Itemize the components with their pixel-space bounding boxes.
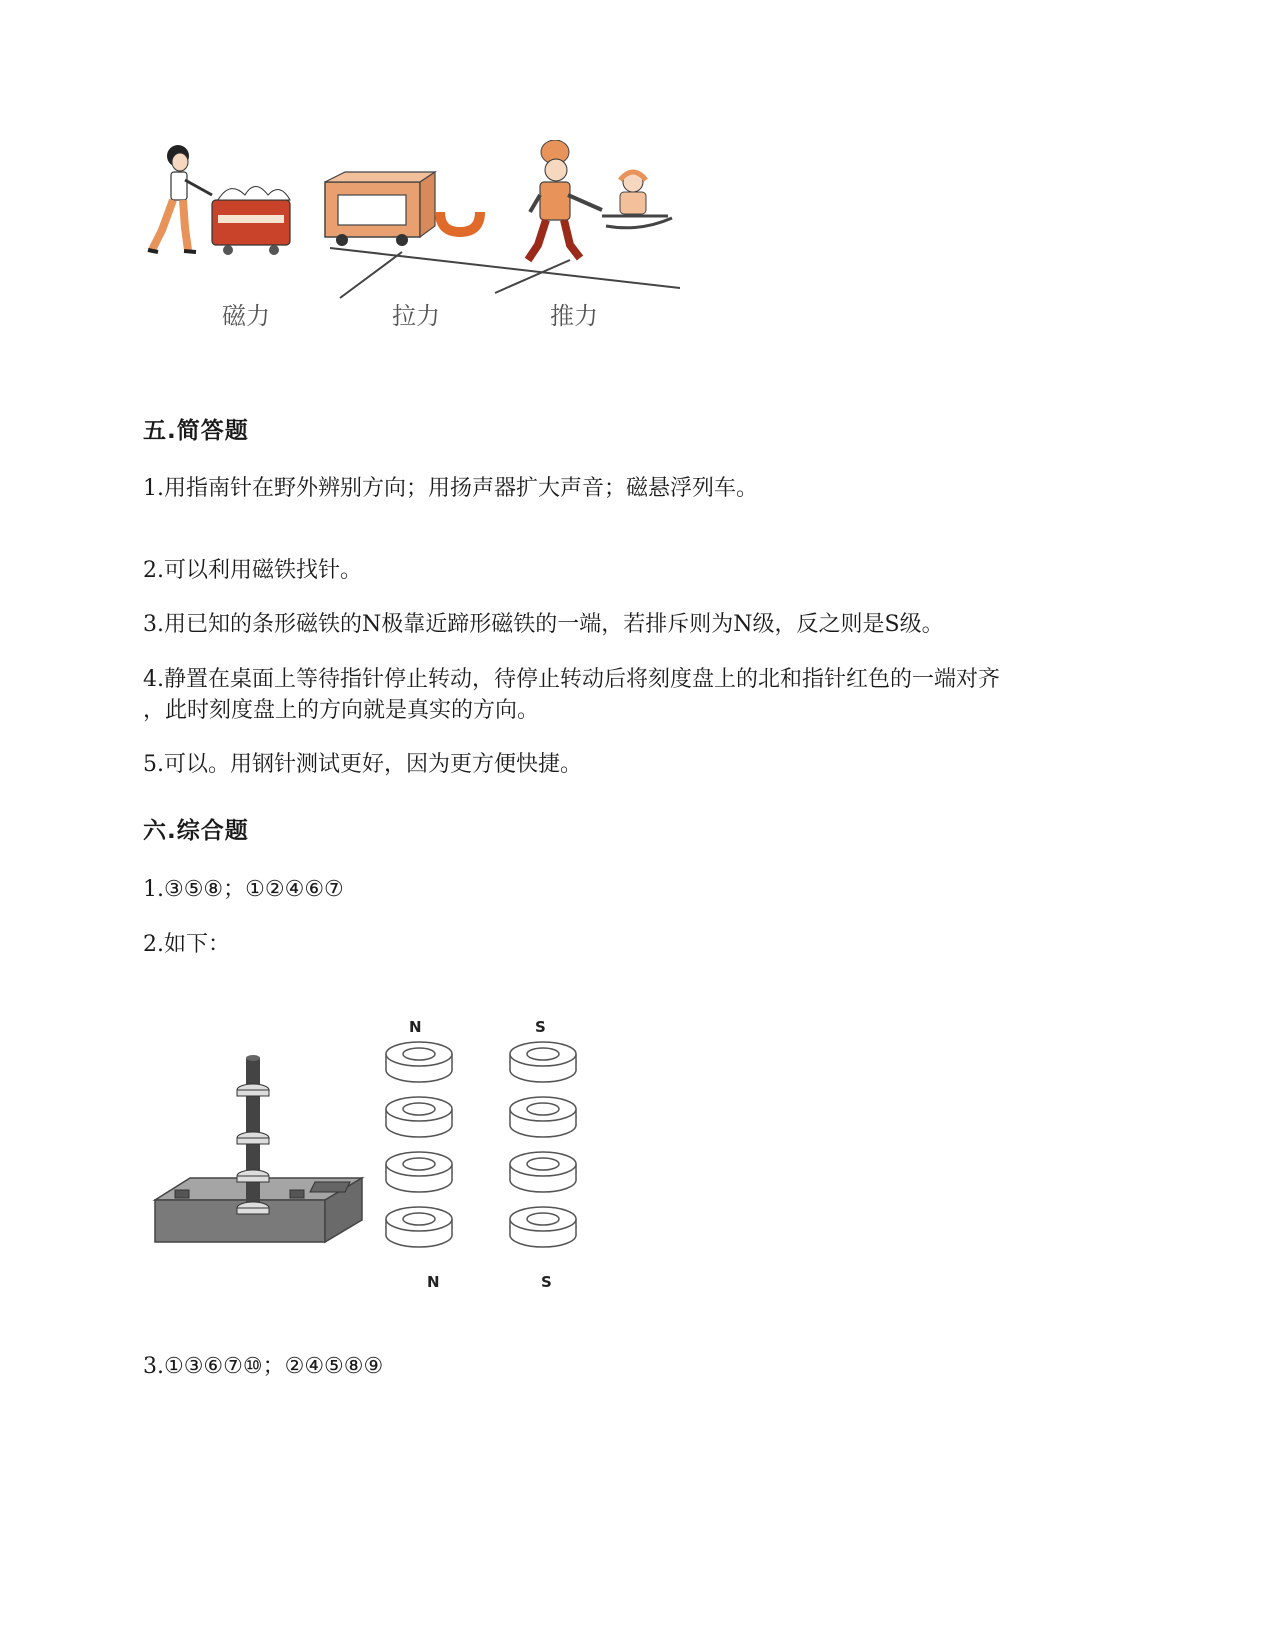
ring-column-left xyxy=(386,1042,452,1247)
boy-pushing-cart xyxy=(148,145,290,255)
child-pulling-sled xyxy=(528,140,672,260)
label-pulling-force: 拉力 xyxy=(392,302,440,330)
label-magnetic-force: 磁力 xyxy=(222,302,270,330)
section-6-answer-2: 2.如下： xyxy=(143,932,230,957)
ring-magnet-illustration xyxy=(150,1010,590,1300)
magnet-car xyxy=(325,172,480,246)
section-5-answer-2: 2.可以利用磁铁找针。 xyxy=(143,558,362,583)
pole-label-top-n: N xyxy=(409,1018,422,1036)
section-6-answer-3: 3.①③⑥⑦⑩；②④⑤⑧⑨ xyxy=(143,1354,384,1379)
section-6-title: 六.综合题 xyxy=(143,818,249,844)
section-6-answer-1: 1.③⑤⑧；①②④⑥⑦ xyxy=(143,877,344,902)
pole-label-top-s: S xyxy=(535,1018,546,1036)
matching-lines xyxy=(330,248,680,298)
section-5-title: 五.简答题 xyxy=(143,418,249,444)
ring-magnet-figure xyxy=(150,1010,590,1300)
section-5-answer-4-cont: ，此时刻度盘上的方向就是真实的方向。 xyxy=(143,698,540,723)
pole-label-bottom-s: S xyxy=(541,1273,552,1291)
section-5-answer-3: 3.用已知的条形磁铁的N极靠近蹄形磁铁的一端，若排斥则为N级，反之则是S级。 xyxy=(143,612,944,637)
ring-column-right xyxy=(510,1042,576,1247)
section-5-answer-4: 4.静置在桌面上等待指针停止转动，待停止转动后将刻度盘上的北和指针红色的一端对齐 xyxy=(143,667,1000,692)
section-5-answer-1: 1.用指南针在野外辨别方向；用扬声器扩大声音；磁悬浮列车。 xyxy=(143,476,758,501)
section-5-answer-5: 5.可以。用钢针测试更好，因为更方便快捷。 xyxy=(143,752,582,777)
pole-label-bottom-n: N xyxy=(427,1273,440,1291)
label-pushing-force: 推力 xyxy=(550,302,598,330)
